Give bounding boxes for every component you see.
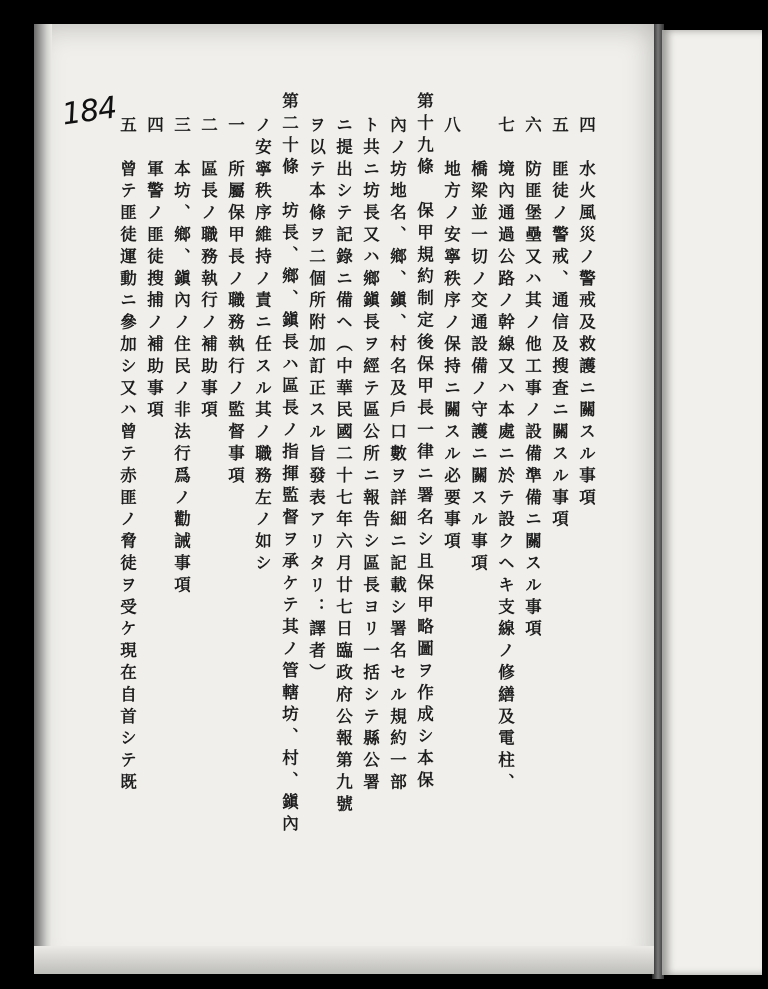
text-column-08: 內ノ坊地名、鄉、鎭、村名及戶口數ヲ詳細ニ記載シ署名セル規約一部 [387, 116, 407, 795]
text-column-03: 六 防匪堡壘又ハ其ノ他工事ノ設備準備ニ關スル事項 [522, 116, 542, 642]
text-column-10: ニ提出シテ記錄ニ備ヘ（中華民國二十七年六月廿七日臨政府公報第九號 [333, 116, 353, 817]
text-column-02: 五 匪徒ノ警戒、通信及搜査ニ關スル事項 [549, 116, 569, 533]
text-column-13: ノ安寧秩序維持ノ責ニ任スル其ノ職務左ノ如シ [252, 116, 272, 576]
adjacent-page [662, 30, 762, 975]
text-column-16: 三 本坊、鄉、鎭內ノ住民ノ非法行爲ノ勸誡事項 [171, 116, 191, 598]
text-column-06: 八 地方ノ安寧秩序ノ保持ニ關スル必要事項 [441, 116, 461, 554]
text-column-04: 七 境內通過公路ノ幹線又ハ本處ニ於テ設クヘキ支線ノ修繕及電柱、 [495, 116, 515, 795]
handwritten-page-number: 184 [59, 90, 119, 133]
text-column-14: 一 所屬保甲長ノ職務執行ノ監督事項 [225, 116, 245, 489]
text-column-09: ト共ニ坊長又ハ鄉鎭長ヲ經テ區公所ニ報告シ區長ヨリ一括シテ縣公署 [360, 116, 380, 795]
text-column-18: 五 曾テ匪徒運動ニ參加シ又ハ曾テ赤匪ノ脅徒ヲ受ケ現在自首シテ既 [117, 116, 137, 795]
text-column-01: 四 水火風災ノ警戒及救護ニ關スル事項 [576, 116, 596, 511]
page-edge-shadow [34, 24, 52, 974]
text-column-15: 二 區長ノ職務執行ノ補助事項 [198, 116, 218, 423]
text-column-05: 橋梁並一切ノ交通設備ノ守護ニ關スル事項 [468, 116, 488, 576]
text-column-17: 四 軍警ノ匪徒搜捕ノ補助事項 [144, 116, 164, 423]
text-column-11: ヲ以テ本條ヲ二個所附加訂正スル旨發表アリタリ：譯者） [306, 116, 326, 686]
page-bottom-shadow [34, 946, 654, 974]
text-column-07: 第十九條 保甲規約制定後保甲長一律ニ署名シ且保甲略圖ヲ作成シ本保 [414, 92, 434, 793]
text-column-12: 第二十條 坊長、鄉、鎭長ハ區長ノ指揮監督ヲ承ケテ其ノ管轄坊、村、鎭內 [279, 92, 299, 837]
